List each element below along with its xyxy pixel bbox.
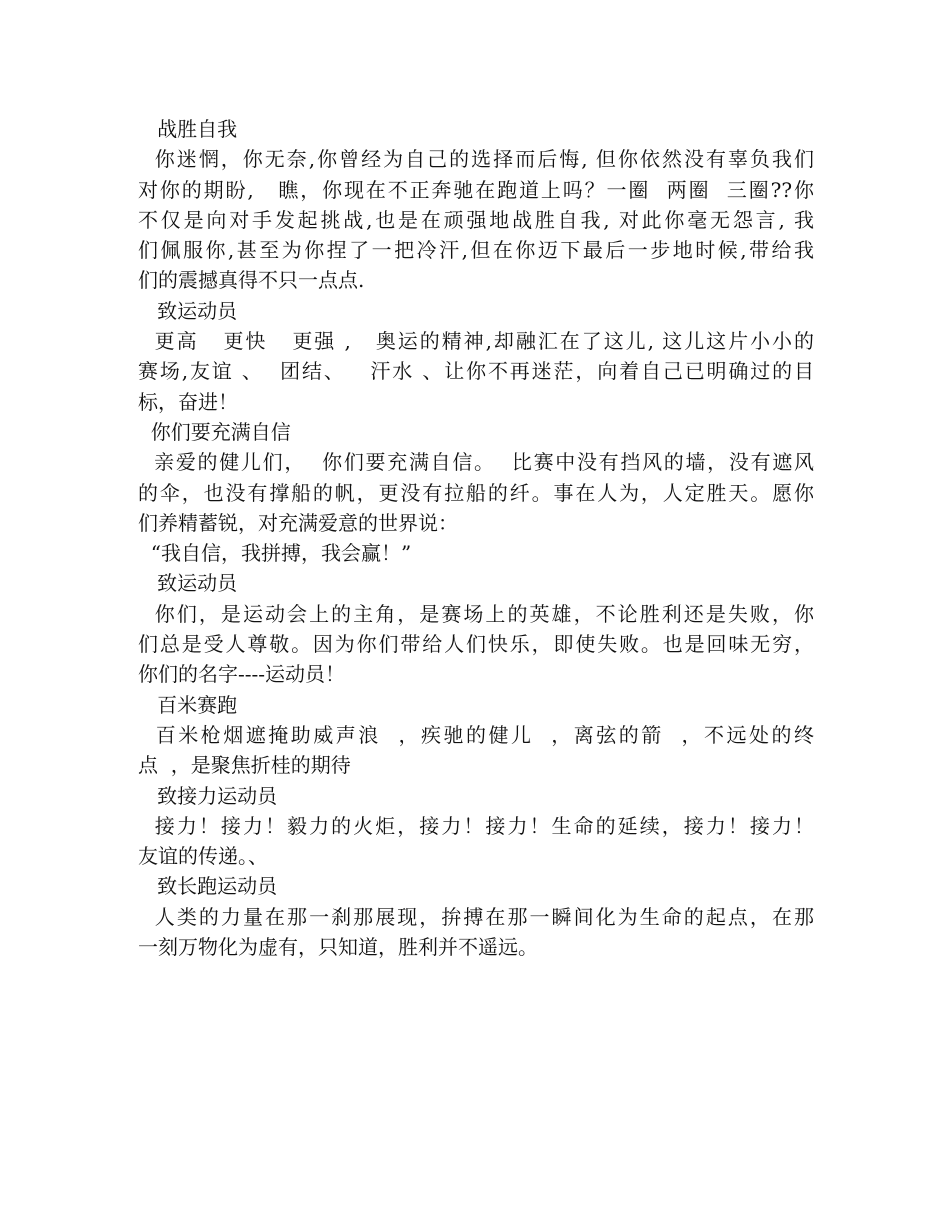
text-line: 百米赛跑 xyxy=(138,692,238,717)
text-line: 们的震撼真得不只一点点. xyxy=(138,268,365,293)
text-line: 友谊的传递。、 xyxy=(138,844,268,869)
document-body xyxy=(138,114,814,962)
text-line: 一刻万物化为虚有，只知道，胜利并不遥远。 xyxy=(138,935,538,960)
text-line: 们总是受人尊敬。因为你们带给人们快乐，即使失败。也是回味无穷， xyxy=(138,632,814,657)
text-line: 点 ，是聚焦折桂的期待 xyxy=(138,753,351,778)
text-line: 赛场,友谊 、 团结、 汗水 、让你不再迷茫，向着自己已明确过的目 xyxy=(138,359,814,384)
text-line: 对你的期盼, 瞧，你现在不正奔驰在跑道上吗？一圈 两圈 三圈??你 xyxy=(138,177,814,202)
text-line: 致长跑运动员 xyxy=(138,874,278,899)
text-line: 们养精蓄锐，对充满爱意的世界说： xyxy=(138,510,458,535)
text-line: 不仅是向对手发起挑战,也是在顽强地战胜自我, 对此你毫无怨言, 我 xyxy=(138,207,814,232)
text-line: 接力！接力！毅力的火炬，接力！接力！生命的延续，接力！接力！ xyxy=(138,813,814,838)
text-line: “我自信，我拼搏，我会赢！” xyxy=(138,541,412,566)
text-line: 亲爱的健儿们， 你们要充满自信。 比赛中没有挡风的墙，没有遮风 xyxy=(138,450,814,475)
text-line: 更高 更快 更强 , 奥运的精神,却融汇在了这儿, 这儿这片小小的 xyxy=(138,329,814,354)
text-line: 致运动员 xyxy=(138,298,238,323)
text-line: 百米枪烟遮掩助威声浪 ，疾驰的健儿 ，离弦的箭 ，不远处的终 xyxy=(138,722,814,747)
text-line: 们佩服你,甚至为你捏了一把冷汗,但在你迈下最后一步地时候,带给我 xyxy=(138,238,814,263)
text-line: 你迷惘，你无奈,你曾经为自己的选择而后悔, 但你依然没有辜负我们 xyxy=(138,147,814,172)
text-line: 人类的力量在那一刹那展现，拚搏在那一瞬间化为生命的起点，在那 xyxy=(138,904,814,929)
text-line: 你们的名字----运动员！ xyxy=(138,662,346,687)
text-line: 你们，是运动会上的主角，是赛场上的英雄，不论胜利还是失败，你 xyxy=(138,601,814,626)
text-line: 的伞，也没有撑船的帆，更没有拉船的纤。事在人为，人定胜天。愿你 xyxy=(138,480,814,505)
text-line: 你们要充满自信 xyxy=(138,419,291,444)
text-line: 战胜自我 xyxy=(138,117,238,141)
text-line: 致运动员 xyxy=(138,571,238,596)
text-line: 标，奋进！ xyxy=(138,389,238,414)
text-line: 致接力运动员 xyxy=(138,783,278,808)
